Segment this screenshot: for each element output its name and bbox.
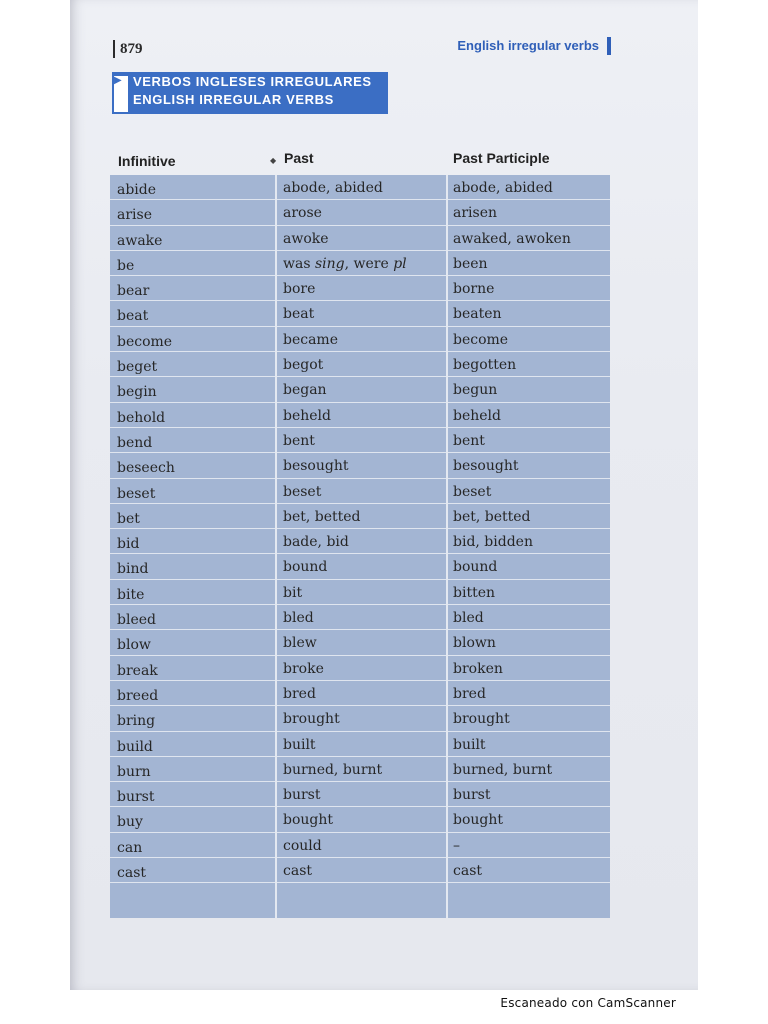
cell-past: bore [277, 276, 446, 301]
cell-past-participle: bent [448, 428, 610, 453]
cell-past-participle: become [448, 327, 610, 352]
cell-infinitive: bet [110, 504, 275, 529]
cell-infinitive: arise [110, 200, 275, 225]
cell-past: bound [277, 554, 446, 579]
cell-past-participle: – [448, 833, 610, 858]
cell-infinitive: beset [110, 479, 275, 504]
cell-infinitive: bend [110, 428, 275, 453]
cell-past-participle: borne [448, 276, 610, 301]
cell-past-participle: blown [448, 630, 610, 655]
cell-past: bent [277, 428, 446, 453]
cell-past: began [277, 377, 446, 402]
cell-infinitive: bleed [110, 605, 275, 630]
cell-infinitive: bring [110, 706, 275, 731]
cell-past-participle: bid, bidden [448, 529, 610, 554]
cell-infinitive: can [110, 833, 275, 858]
cell-infinitive: beget [110, 352, 275, 377]
cell-past-participle: brought [448, 706, 610, 731]
scanner-watermark: Escaneado con CamScanner [500, 996, 676, 1010]
cell-past-participle: bled [448, 605, 610, 630]
cell-past-participle: begun [448, 377, 610, 402]
cell-infinitive: build [110, 732, 275, 757]
cell-past-participle: been [448, 251, 610, 276]
cell-infinitive: awake [110, 226, 275, 251]
cell-past-participle: bet, betted [448, 504, 610, 529]
cell-past: could [277, 833, 446, 858]
cell-past-participle: built [448, 732, 610, 757]
cell-past: abode, abided [277, 175, 446, 200]
cell-past: beat [277, 301, 446, 326]
cell-past: awoke [277, 226, 446, 251]
column-past [277, 175, 446, 918]
column-infinitive [110, 175, 275, 918]
cell-past: arose [277, 200, 446, 225]
cell-infinitive: bid [110, 529, 275, 554]
cell-past-participle: burned, burnt [448, 757, 610, 782]
cell-past: blew [277, 630, 446, 655]
cell-past-participle: beaten [448, 301, 610, 326]
header-past-participle: Past Participle [453, 150, 550, 166]
cell-past-participle: besought [448, 453, 610, 478]
cell-infinitive: breed [110, 681, 275, 706]
cell-past-participle: cast [448, 858, 610, 883]
cell-past: built [277, 732, 446, 757]
cell-infinitive: bear [110, 276, 275, 301]
cell-infinitive: bite [110, 580, 275, 605]
cell-infinitive: become [110, 327, 275, 352]
cell-past: became [277, 327, 446, 352]
page-number: 879 [113, 40, 143, 58]
column-divider [446, 175, 448, 918]
cell-past: burned, burnt [277, 757, 446, 782]
cell-past: cast [277, 858, 446, 883]
cell-past: burst [277, 782, 446, 807]
cell-infinitive: beat [110, 301, 275, 326]
irregular-verbs-table [110, 175, 610, 918]
title-spanish: VERBOS INGLESES IRREGULARES [133, 74, 372, 89]
cell-past-participle: begotten [448, 352, 610, 377]
column-divider [275, 175, 277, 918]
column-past-participle [448, 175, 610, 918]
title-english: ENGLISH IRREGULAR VERBS [133, 92, 334, 107]
cell-past: bled [277, 605, 446, 630]
cell-infinitive: behold [110, 403, 275, 428]
cell-past-participle: bought [448, 807, 610, 832]
header-past: Past [284, 150, 314, 166]
cell-past-participle: bred [448, 681, 610, 706]
header-infinitive: Infinitive [118, 153, 176, 169]
cell-past-participle: broken [448, 656, 610, 681]
cell-infinitive: burn [110, 757, 275, 782]
cell-infinitive: cast [110, 858, 275, 883]
cell-past: bought [277, 807, 446, 832]
cell-infinitive: blow [110, 630, 275, 655]
cell-past: beheld [277, 403, 446, 428]
cell-past: beset [277, 479, 446, 504]
cell-past-participle: burst [448, 782, 610, 807]
cell-past: brought [277, 706, 446, 731]
cell-infinitive: abide [110, 175, 275, 200]
cell-past-participle: bitten [448, 580, 610, 605]
cell-infinitive: beseech [110, 453, 275, 478]
cell-past: bred [277, 681, 446, 706]
cell-past: besought [277, 453, 446, 478]
cell-past-participle: awaked, awoken [448, 226, 610, 251]
cell-past: bit [277, 580, 446, 605]
cell-infinitive: be [110, 251, 275, 276]
cell-infinitive: begin [110, 377, 275, 402]
cell-infinitive: break [110, 656, 275, 681]
cell-past: bet, betted [277, 504, 446, 529]
cell-past-participle: abode, abided [448, 175, 610, 200]
triangle-right-icon: ▶ [114, 75, 122, 86]
cell-past-participle: beheld [448, 403, 610, 428]
running-head: English irregular verbs [457, 37, 611, 55]
cell-infinitive: burst [110, 782, 275, 807]
cell-infinitive: buy [110, 807, 275, 832]
cell-past-participle: arisen [448, 200, 610, 225]
cell-past-participle: beset [448, 479, 610, 504]
cell-past: bade, bid [277, 529, 446, 554]
cell-past: was sing, were pl [277, 251, 446, 276]
section-title-box [112, 72, 388, 114]
cell-past: begot [277, 352, 446, 377]
cell-past: broke [277, 656, 446, 681]
cell-past-participle: bound [448, 554, 610, 579]
cell-infinitive: bind [110, 554, 275, 579]
header-marker-icon: ◆ [270, 156, 277, 165]
